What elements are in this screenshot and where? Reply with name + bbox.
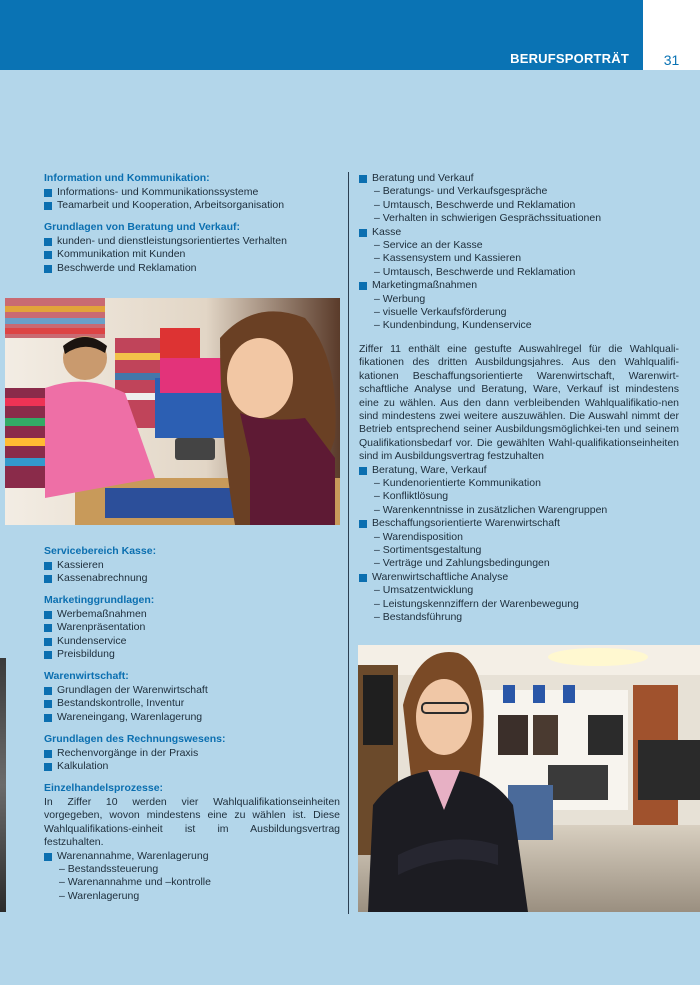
bullet-square-icon bbox=[44, 611, 52, 619]
bullet-square-icon bbox=[44, 265, 52, 273]
bullet-square-icon bbox=[44, 562, 52, 570]
bullet-square-icon bbox=[44, 575, 52, 583]
sub-item: – Bestandssteuerung bbox=[59, 863, 159, 875]
bullet-square-icon bbox=[359, 574, 367, 582]
sub-item: – Kassensystem und Kassieren bbox=[374, 252, 522, 265]
sub-item: – visuelle Verkaufsförderung bbox=[374, 306, 507, 319]
list-item: Kommunikation mit Kunden bbox=[44, 248, 340, 261]
header-bar bbox=[0, 0, 643, 70]
list-item: Preisbildung bbox=[44, 648, 340, 661]
bullet-square-icon bbox=[44, 624, 52, 632]
bullet-square-icon bbox=[44, 700, 52, 708]
list-item: Informations- und Kommunikationssysteme bbox=[44, 186, 340, 199]
sub-item: – Umtausch, Beschwerde und Reklamation bbox=[374, 265, 576, 278]
bullet-square-icon bbox=[44, 189, 52, 197]
sub-list bbox=[372, 531, 679, 571]
list-item: Kasse – Service an der Kasse – Kassensystem und Kassieren – Umtausch, Beschwerde und Reklamation bbox=[359, 226, 679, 280]
list-item: Rechenvorgänge in der Praxis bbox=[44, 747, 340, 760]
bullet-square-icon bbox=[44, 750, 52, 758]
bullet-square-icon bbox=[44, 638, 52, 646]
bullet-square-icon bbox=[359, 520, 367, 528]
section-heading: Marketinggrundlagen: bbox=[44, 594, 155, 607]
bullet-square-icon bbox=[359, 467, 367, 475]
list-item: Werbemaßnahmen bbox=[44, 608, 340, 621]
right-column bbox=[359, 172, 679, 624]
bullet-square-icon bbox=[44, 251, 52, 259]
list-item: Beschaffungsorientierte Warenwirtschaft – Warendisposition – Sortimentsgestaltung – Verträge und Zahlungsbedingungen bbox=[359, 517, 679, 571]
bullet-list bbox=[44, 235, 340, 275]
bullet-square-icon bbox=[44, 651, 52, 659]
list-item: Marketingmaßnahmen – Werbung – visuelle Verkaufsförderung – Kundenbindung, Kundenservice bbox=[359, 279, 679, 333]
sub-item: – Umsatzentwicklung bbox=[374, 584, 474, 597]
list-item: Kassieren bbox=[44, 559, 340, 572]
column-divider bbox=[348, 172, 349, 914]
sub-item: – Werbung bbox=[374, 292, 426, 305]
page-number: 31 bbox=[663, 52, 680, 68]
sub-item: – Verträge und Zahlungsbedingungen bbox=[374, 557, 550, 570]
sub-list bbox=[372, 185, 679, 225]
list-item: Beratung und Verkauf – Beratungs- und Verkaufsgespräche – Umtausch, Beschwerde und Reklamation – Verhalten in schwierigen Gesprächssituationen bbox=[359, 172, 679, 226]
sub-item: – Warenlagerung bbox=[59, 889, 140, 902]
section-heading: Grundlagen des Rechnungswesens: bbox=[44, 733, 226, 746]
cashier-photo bbox=[5, 298, 340, 525]
bullet-list bbox=[44, 747, 340, 774]
list-item: Kundenservice bbox=[44, 635, 340, 648]
left-column-top bbox=[44, 172, 340, 284]
sub-list bbox=[57, 863, 340, 903]
sub-list bbox=[372, 293, 679, 333]
sub-item: – Verhalten in schwierigen Gesprächssituationen bbox=[374, 212, 602, 225]
section-heading: Einzelhandelsprozesse: bbox=[44, 782, 164, 795]
list-item: Warenannahme, Warenlagerung – Bestandssteuerung – Warenannahme und –kontrolle – Warenlagerung bbox=[44, 850, 340, 904]
bullet-square-icon bbox=[44, 238, 52, 246]
sub-list bbox=[372, 584, 679, 624]
bullet-square-icon bbox=[44, 687, 52, 695]
sub-item: – Beratungs- und Verkaufsgespräche bbox=[374, 185, 548, 198]
sub-item: – Kundenbindung, Kundenservice bbox=[374, 319, 532, 332]
sub-list bbox=[372, 239, 679, 279]
bullet-square-icon bbox=[44, 202, 52, 210]
bullet-list bbox=[359, 464, 679, 625]
bullet-square-icon bbox=[359, 282, 367, 290]
bullet-list bbox=[44, 850, 340, 904]
bullet-list bbox=[359, 172, 679, 333]
list-item: Warenwirtschaftliche Analyse – Umsatzentwicklung – Leistungskennziffern der Warenbewegung – Bestandsführung bbox=[359, 571, 679, 625]
sub-item: – Warenannahme und –kontrolle bbox=[59, 876, 211, 889]
sub-item: – Warendisposition bbox=[374, 530, 463, 543]
list-item: kunden- und dienstleistungsorientiertes Verhalten bbox=[44, 235, 340, 248]
list-item: Beratung, Ware, Verkauf – Kundenorientierte Kommunikation – Konfliktlösung – Warenkenntnisse in zusätzlichen Warengruppen bbox=[359, 464, 679, 518]
bullet-list bbox=[44, 559, 340, 586]
saleswoman-photo bbox=[358, 645, 700, 912]
paragraph: In Ziffer 10 werden vier Wahlqualifikationseinheiten vorgegeben, wovon mindestens eine zu wählen ist. Diese Wahlqualifikations-einheit ist im Ausbildungsvertrag festzuhalten. bbox=[44, 795, 340, 849]
left-column-bottom bbox=[44, 545, 340, 903]
list-item: Wareneingang, Warenlagerung bbox=[44, 711, 340, 724]
bullet-square-icon bbox=[359, 229, 367, 237]
sub-item: – Kundenorientierte Kommunikation bbox=[374, 476, 541, 489]
bullet-square-icon bbox=[44, 714, 52, 722]
sub-item: – Konfliktlösung bbox=[374, 490, 449, 503]
bullet-square-icon bbox=[359, 175, 367, 183]
list-item: Warenpräsentation bbox=[44, 621, 340, 634]
sub-item: – Leistungskennziffern der Warenbewegung bbox=[374, 597, 579, 610]
page-number-box bbox=[643, 0, 700, 70]
sub-item: – Bestandsführung bbox=[374, 611, 463, 623]
bullet-square-icon bbox=[44, 763, 52, 771]
list-item: Kassenabrechnung bbox=[44, 572, 340, 585]
bullet-list bbox=[44, 684, 340, 724]
bullet-list bbox=[44, 608, 340, 662]
sub-item: – Service an der Kasse bbox=[374, 239, 483, 252]
sub-item: – Warenkenntnisse in zusätzlichen Warengruppen bbox=[374, 503, 608, 516]
section-title: BERUFSPORTRÄT bbox=[510, 51, 629, 66]
bullet-list bbox=[44, 186, 340, 213]
edge-photo-strip bbox=[0, 658, 6, 912]
list-item: Beschwerde und Reklamation bbox=[44, 262, 340, 275]
sub-list bbox=[372, 477, 679, 517]
sub-item: – Sortimentsgestaltung bbox=[374, 543, 482, 556]
section-heading: Grundlagen von Beratung und Verkauf: bbox=[44, 221, 241, 234]
list-item: Kalkulation bbox=[44, 760, 340, 773]
bullet-square-icon bbox=[44, 853, 52, 861]
paragraph: Ziffer 11 enthält eine gestufte Auswahlregel für die Wahlquali-fikationen des dritten Ausbildungsjahres. Aus den Wahlqualifi-kationen Beschaffungsorientierte Warenwirtschaft, Warenwirt-schaftliche Analyse und Beratung, Ware, Verkauf ist mindestens eine zu wählen. Aus den dann verbleibenden Wahlqualifikatio-nen sind mindestens zwei weitere auszuwählen. Die Auswahl nimmt der Betrieb entsprechend seiner Ausbildungsmöglichkei-ten und seinem Qualifikationsbedarf vor. Die gewählten Wahl-qualifikationseinheiten sind im Ausbildungsvertrag festzuhalten bbox=[359, 342, 679, 463]
list-item: Bestandskontrolle, Inventur bbox=[44, 697, 340, 710]
section-heading: Information und Kommunikation: bbox=[44, 172, 210, 184]
list-item: Grundlagen der Warenwirtschaft bbox=[44, 684, 340, 697]
section-heading: Warenwirtschaft: bbox=[44, 670, 129, 683]
section-heading: Servicebereich Kasse: bbox=[44, 545, 157, 557]
list-item: Teamarbeit und Kooperation, Arbeitsorganisation bbox=[44, 199, 340, 212]
sub-item: – Umtausch, Beschwerde und Reklamation bbox=[374, 198, 576, 211]
